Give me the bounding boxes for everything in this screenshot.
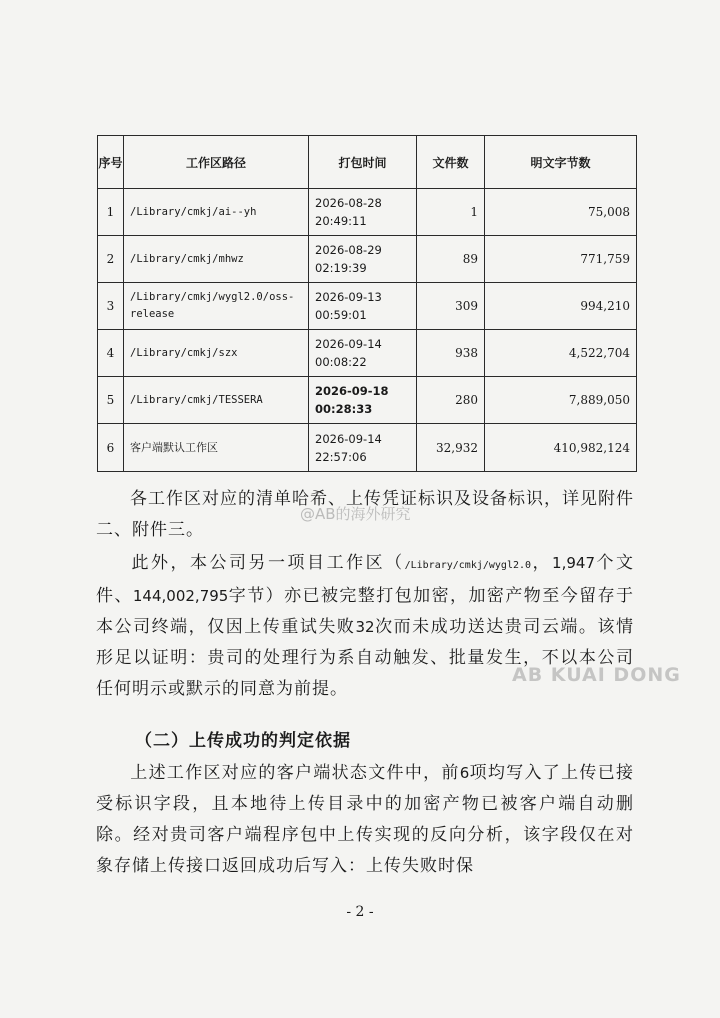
- header-no: 序号: [98, 136, 124, 189]
- cell-no: 2: [98, 236, 124, 283]
- header-time: 打包时间: [309, 136, 417, 189]
- cell-no: 4: [98, 330, 124, 377]
- cell-path: /Library/cmkj/wygl2.0/oss- release: [124, 283, 309, 330]
- cell-no: 1: [98, 189, 124, 236]
- cell-path: /Library/cmkj/mhwz: [124, 236, 309, 283]
- table-row: [98, 236, 637, 283]
- section-heading: （二）上传成功的判定依据: [135, 731, 351, 751]
- table-row: [98, 377, 637, 424]
- cell-files: 32,932: [417, 424, 485, 472]
- table-row: [98, 283, 637, 330]
- table-row: [98, 424, 637, 472]
- header-bytes: 明文字节数: [485, 136, 637, 189]
- cell-time: 2026-09-18 00:28:33: [309, 377, 417, 424]
- workspace-table: [97, 135, 637, 472]
- cell-files: 280: [417, 377, 485, 424]
- cell-path: /Library/cmkj/szx: [124, 330, 309, 377]
- cell-path: 客户端默认工作区: [124, 424, 309, 472]
- cell-bytes: 771,759: [485, 236, 637, 283]
- cell-no: 3: [98, 283, 124, 330]
- cell-bytes: 410,982,124: [485, 424, 637, 472]
- cell-no: 6: [98, 424, 124, 472]
- header-path: 工作区路径: [124, 136, 309, 189]
- inline-path: /Library/cmkj/wygl2.0: [404, 560, 532, 571]
- cell-files: 309: [417, 283, 485, 330]
- page-number: - 2 -: [346, 904, 374, 920]
- header-files: 文件数: [417, 136, 485, 189]
- table-row: [98, 330, 637, 377]
- cell-bytes: 994,210: [485, 283, 637, 330]
- table-row: [98, 189, 637, 236]
- cell-no: 5: [98, 377, 124, 424]
- cell-time: 2026-08-28 20:49:11: [309, 189, 417, 236]
- cell-time: 2026-09-13 00:59:01: [309, 283, 417, 330]
- cell-path: /Library/cmkj/TESSERA: [124, 377, 309, 424]
- table-header-row: [98, 136, 637, 189]
- cell-path: /Library/cmkj/ai--yh: [124, 189, 309, 236]
- cell-time: 2026-09-14 22:57:06: [309, 424, 417, 472]
- cell-bytes: 7,889,050: [485, 377, 637, 424]
- corner-watermark: AB KUAI DONG: [512, 664, 681, 686]
- cell-files: 938: [417, 330, 485, 377]
- paragraph-attachments: 各工作区对应的清单哈希、上传凭证标识及设备标识，详见附件二、附件三。: [96, 489, 634, 540]
- paragraph-other-workspace: 此外，本公司另一项目工作区（/Library/cmkj/wygl2.0，1,947个文件、144,002,795字节）亦已被完整打包加密，加密产物至今留存于本公司终端，仅因上传重试失败32次而未成功送达贵司云端。该情形足以证明：贵司的处理行为系自动触发、批量发生，不以本公司任何明示或默示的同意为前提。: [96, 553, 635, 699]
- cell-files: 1: [417, 189, 485, 236]
- weibo-watermark: @AB的海外研究: [300, 505, 411, 523]
- cell-bytes: 75,008: [485, 189, 637, 236]
- cell-time: 2026-09-14 00:08:22: [309, 330, 417, 377]
- cell-bytes: 4,522,704: [485, 330, 637, 377]
- paragraph-upload-criteria: 上述工作区对应的客户端状态文件中，前6项均写入了上传已接受标识字段，且本地待上传目录中的加密产物已被客户端自动删除。经对贵司客户端程序包中上传实现的反向分析，该字段仅在对象存储上传接口返回成功后写入：上传失败时保: [96, 763, 635, 876]
- cell-time: 2026-08-29 02:19:39: [309, 236, 417, 283]
- cell-files: 89: [417, 236, 485, 283]
